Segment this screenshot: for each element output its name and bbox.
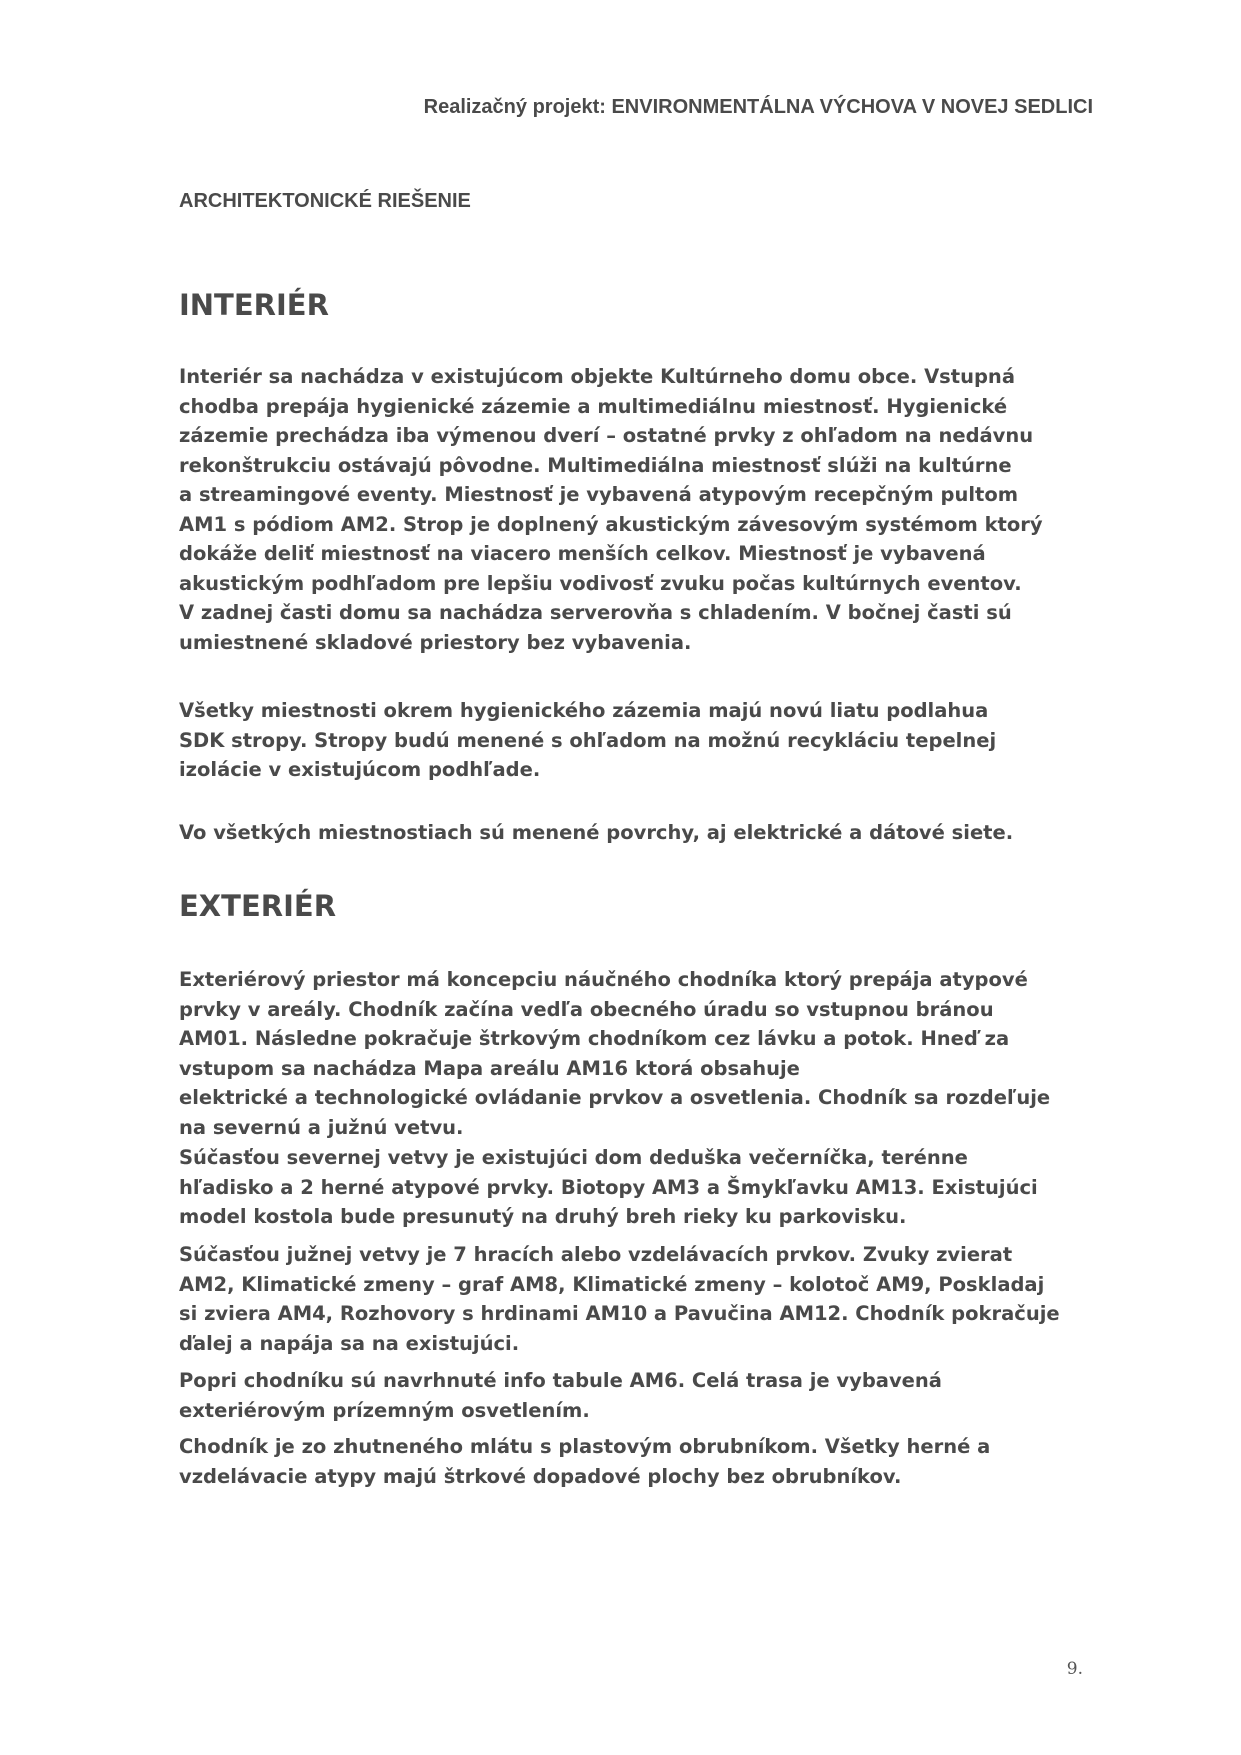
text-line: Súčasťou severnej vetvy je existujúci dom deduška večerníčka, terénne bbox=[179, 1146, 968, 1169]
text-line: AM01. Následne pokračuje štrkovým chodníkom cez lávku a potok. Hneď za bbox=[179, 1027, 1010, 1050]
interior-paragraph-3 bbox=[179, 818, 1099, 848]
text-line: hľadisko a 2 herné atypové prvky. Biotopy AM3 a Šmykľavku AM13. Existujúci bbox=[179, 1175, 1038, 1199]
exterior-paragraph-3 bbox=[179, 1240, 1099, 1358]
text-line: V zadnej časti domu sa nachádza serverovňa s chladením. V bočnej časti sú bbox=[179, 601, 1012, 624]
text-line: vzdelávacie atypy majú štrkové dopadové plochy bez obrubníkov. bbox=[179, 1464, 902, 1488]
text-line: dokáže deliť miestnosť na viacero menších celkov. Miestnosť je vybavená bbox=[179, 542, 986, 565]
text-line: Súčasťou južnej vetvy je 7 hracích alebo vzdelávacích prvkov. Zvuky zvierat bbox=[179, 1243, 1013, 1266]
text-line: si zviera AM4, Rozhovory s hrdinami AM10 a Pavučina AM12. Chodník pokračuje bbox=[179, 1302, 1060, 1325]
text-line: exteriérovým prízemným osvetlením. bbox=[179, 1398, 590, 1422]
text-line: prvky v areály. Chodník začína vedľa obecného úradu so vstupnou bránou bbox=[179, 997, 994, 1021]
text-line: model kostola bude presunutý na druhý breh rieky ku parkovisku. bbox=[179, 1205, 907, 1228]
text-line: zázemie prechádza iba výmenou dverí – ostatné prvky z ohľadom na nedávnu bbox=[179, 424, 1034, 447]
text-line: chodba prepája hygienické zázemie a multimediálnu miestnosť. Hygienické bbox=[179, 394, 1008, 418]
page-number: 9. bbox=[1066, 1659, 1083, 1679]
text-line: Interiér sa nachádza v existujúcom objekte Kultúrneho domu obce. Vstupná bbox=[179, 365, 1015, 388]
exterior-paragraph-5 bbox=[179, 1432, 1099, 1491]
text-line: ďalej a napája sa na existujúci. bbox=[179, 1331, 520, 1355]
text-line: rekonštrukciu ostávajú pôvodne. Multimediálna miestnosť slúži na kultúrne bbox=[179, 453, 1012, 477]
exterior-heading: EXTERIÉR bbox=[179, 889, 337, 923]
exterior-paragraph-2 bbox=[179, 1143, 1099, 1232]
text-line: elektrické a technologické ovládanie prvkov a osvetlenia. Chodník sa rozdeľuje bbox=[179, 1086, 1051, 1109]
text-line: Popri chodníku sú navrhnuté info tabule AM6. Celá trasa je vybavená bbox=[179, 1369, 942, 1392]
exterior-paragraph-4 bbox=[179, 1366, 1099, 1425]
interior-paragraph-2 bbox=[179, 696, 1099, 785]
text-line: a streamingové eventy. Miestnosť je vybavená atypovým recepčným pultom bbox=[179, 483, 1019, 506]
section-title: ARCHITEKTONICKÉ RIEŠENIE bbox=[179, 190, 471, 212]
text-line: izolácie v existujúcom podhľade. bbox=[179, 758, 541, 781]
text-line: Všetky miestnosti okrem hygienického zázemia majú novú liatu podlahua bbox=[179, 699, 989, 722]
text-line: Chodník je zo zhutneného mlátu s plastovým obrubníkom. Všetky herné a bbox=[179, 1435, 991, 1458]
text-line: vstupom sa nachádza Mapa areálu AM16 ktorá obsahuje bbox=[179, 1056, 800, 1080]
running-header: Realizačný projekt: ENVIRONMENTÁLNA VÝCHOVA V NOVEJ SEDLICI bbox=[423, 96, 1093, 118]
text-line: umiestnené skladové priestory bez vybavenia. bbox=[179, 630, 692, 654]
text-line: na severnú a južnú vetvu. bbox=[179, 1115, 464, 1139]
text-line: akustickým podhľadom pre lepšiu vodivosť zvuku počas kultúrnych eventov. bbox=[179, 571, 1022, 595]
text-line: AM2, Klimatické zmeny – graf AM8, Klimatické zmeny – kolotoč AM9, Poskladaj bbox=[179, 1272, 1045, 1296]
exterior-paragraph-1 bbox=[179, 965, 1099, 1142]
text-line: AM1 s pódiom AM2. Strop je doplnený akustickým závesovým systémom ktorý bbox=[179, 512, 1043, 536]
interior-heading: INTERIÉR bbox=[179, 288, 329, 322]
text-line: Vo všetkých miestnostiach sú menené povrchy, aj elektrické a dátové siete. bbox=[179, 821, 1014, 844]
text-line: Exteriérový priestor má koncepciu náučného chodníka ktorý prepája atypové bbox=[179, 968, 1028, 991]
text-line: SDK stropy. Stropy budú menené s ohľadom na možnú recykláciu tepelnej bbox=[179, 728, 997, 752]
interior-paragraph-1 bbox=[179, 362, 1099, 657]
